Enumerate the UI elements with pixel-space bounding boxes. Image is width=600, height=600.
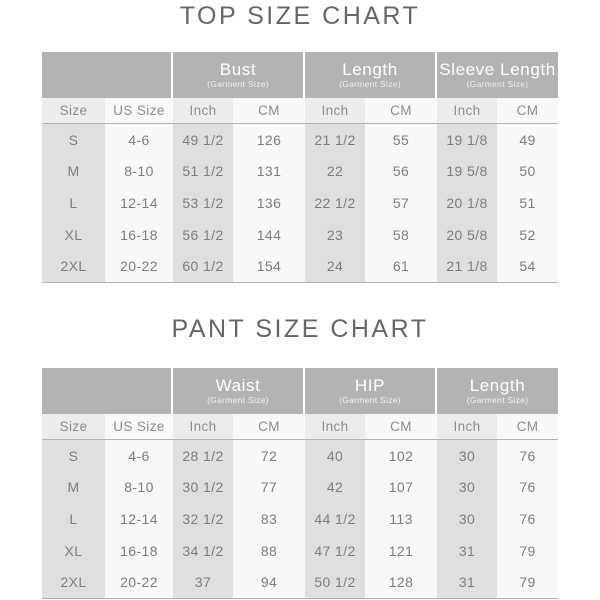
table-cell: 126 <box>233 124 305 156</box>
pant-chart-title: PANT SIZE CHART <box>171 314 429 343</box>
column-header-cm: CM <box>233 414 305 440</box>
top-chart-title: TOP SIZE CHART <box>179 2 421 30</box>
table-cell: 52 <box>497 219 558 251</box>
table-cell: 102 <box>365 440 437 472</box>
table-cell: 53 1/2 <box>173 187 233 219</box>
table-cell: 51 1/2 <box>173 156 233 188</box>
column-header-inch: Inch <box>437 414 497 440</box>
table-cell: 22 1/2 <box>305 187 365 219</box>
table-cell: 76 <box>497 440 558 472</box>
table-cell: 56 <box>365 156 437 188</box>
group-header-bust <box>173 52 305 98</box>
table-cell: 54 <box>497 250 558 282</box>
group-header-label: Waist <box>215 375 261 395</box>
group-header-sublabel: (Garment Size) <box>466 79 529 89</box>
table-cell: 131 <box>233 156 305 188</box>
size-label-cell: S <box>42 124 105 156</box>
table-cell: 21 1/8 <box>437 250 497 282</box>
column-header-cm: CM <box>233 98 305 124</box>
table-cell: 22 <box>305 156 365 188</box>
table-cell: 37 <box>173 566 233 598</box>
group-header-sublabel: (Garment Size) <box>207 394 269 405</box>
group-header-length <box>437 368 558 414</box>
table-cell: 61 <box>365 250 437 282</box>
pant-size-table <box>42 368 558 599</box>
table-cell: 107 <box>365 472 437 504</box>
group-header-label: Sleeve Length <box>439 60 556 79</box>
table-cell: 21 1/2 <box>305 124 365 156</box>
size-label-cell: S <box>42 440 105 472</box>
table-cell: 60 1/2 <box>173 250 233 282</box>
table-cell: 79 <box>497 535 558 567</box>
table-cell: 128 <box>365 566 437 598</box>
table-cell: 121 <box>365 535 437 567</box>
table-cell: 72 <box>233 440 305 472</box>
table-cell: 24 <box>305 250 365 282</box>
group-header-sublabel: (Garment Size) <box>466 394 529 405</box>
column-header-us-size: US Size <box>105 414 173 440</box>
table-cell: 77 <box>233 472 305 504</box>
size-label-cell: M <box>42 156 105 188</box>
group-header-waist <box>173 368 305 414</box>
table-cell: 30 <box>437 503 497 535</box>
table-cell: 47 1/2 <box>305 535 365 567</box>
table-cell: 79 <box>497 566 558 598</box>
size-label-cell: L <box>42 503 105 535</box>
group-header-size-info <box>42 368 173 414</box>
table-cell: 49 <box>497 124 558 156</box>
table-cell: 4-6 <box>105 440 173 472</box>
column-header-cm: CM <box>365 414 437 440</box>
column-header-cm: CM <box>365 98 437 124</box>
group-header-length <box>305 52 437 98</box>
top-size-chart-section <box>0 0 600 283</box>
pant-size-chart-section <box>0 315 600 599</box>
table-cell: 76 <box>497 503 558 535</box>
table-cell: 16-18 <box>105 219 173 251</box>
table-cell: 31 <box>437 535 497 567</box>
column-header-inch: Inch <box>173 414 233 440</box>
group-header-label: Length <box>469 375 526 395</box>
table-cell: 49 1/2 <box>173 124 233 156</box>
group-header-label: Length <box>342 60 398 79</box>
group-header-sublabel: (Garment Size) <box>339 394 401 405</box>
table-cell: 20 1/8 <box>437 187 497 219</box>
table-cell: 30 <box>437 472 497 504</box>
table-cell: 154 <box>233 250 305 282</box>
table-cell: 144 <box>233 219 305 251</box>
table-cell: 30 1/2 <box>173 472 233 504</box>
column-header-inch: Inch <box>305 98 365 124</box>
table-cell: 34 1/2 <box>173 535 233 567</box>
table-cell: 12-14 <box>105 187 173 219</box>
group-header-sublabel: (Garment Size) <box>339 79 401 89</box>
table-cell: 113 <box>365 503 437 535</box>
column-header-us-size: US Size <box>105 98 173 124</box>
table-cell: 16-18 <box>105 535 173 567</box>
column-header-inch: Inch <box>173 98 233 124</box>
group-header-label: HIP <box>354 375 386 395</box>
column-header-inch: Inch <box>305 414 365 440</box>
table-cell: 88 <box>233 535 305 567</box>
table-cell: 20-22 <box>105 250 173 282</box>
table-cell: 12-14 <box>105 503 173 535</box>
table-cell: 50 1/2 <box>305 566 365 598</box>
size-label-cell: 2XL <box>42 566 105 598</box>
group-header-label: Bust <box>219 60 257 79</box>
table-cell: 4-6 <box>105 124 173 156</box>
table-cell: 57 <box>365 187 437 219</box>
table-cell: 20-22 <box>105 566 173 598</box>
table-cell: 31 <box>437 566 497 598</box>
table-cell: 58 <box>365 219 437 251</box>
table-cell: 83 <box>233 503 305 535</box>
size-label-cell: L <box>42 187 105 219</box>
group-header-sleeve-length <box>437 52 558 98</box>
size-label-cell: 2XL <box>42 250 105 282</box>
table-cell: 8-10 <box>105 472 173 504</box>
table-cell: 56 1/2 <box>173 219 233 251</box>
table-cell: 42 <box>305 472 365 504</box>
table-cell: 32 1/2 <box>173 503 233 535</box>
column-header-size: Size <box>42 414 105 440</box>
table-cell: 23 <box>305 219 365 251</box>
table-cell: 136 <box>233 187 305 219</box>
table-cell: 19 5/8 <box>437 156 497 188</box>
group-header-size-info <box>42 52 173 98</box>
size-label-cell: XL <box>42 535 105 567</box>
table-cell: 20 5/8 <box>437 219 497 251</box>
table-cell: 51 <box>497 187 558 219</box>
table-cell: 94 <box>233 566 305 598</box>
table-cell: 76 <box>497 472 558 504</box>
table-cell: 44 1/2 <box>305 503 365 535</box>
size-label-cell: M <box>42 472 105 504</box>
table-cell: 30 <box>437 440 497 472</box>
column-header-cm: CM <box>497 414 558 440</box>
table-cell: 28 1/2 <box>173 440 233 472</box>
top-size-table <box>42 52 558 283</box>
table-cell: 55 <box>365 124 437 156</box>
table-cell: 8-10 <box>105 156 173 188</box>
column-header-inch: Inch <box>437 98 497 124</box>
table-cell: 40 <box>305 440 365 472</box>
size-label-cell: XL <box>42 219 105 251</box>
table-cell: 50 <box>497 156 558 188</box>
column-header-size: Size <box>42 98 105 124</box>
group-header-hip <box>305 368 437 414</box>
table-cell: 19 1/8 <box>437 124 497 156</box>
column-header-cm: CM <box>497 98 558 124</box>
group-header-sublabel: (Garment Size) <box>207 79 269 89</box>
